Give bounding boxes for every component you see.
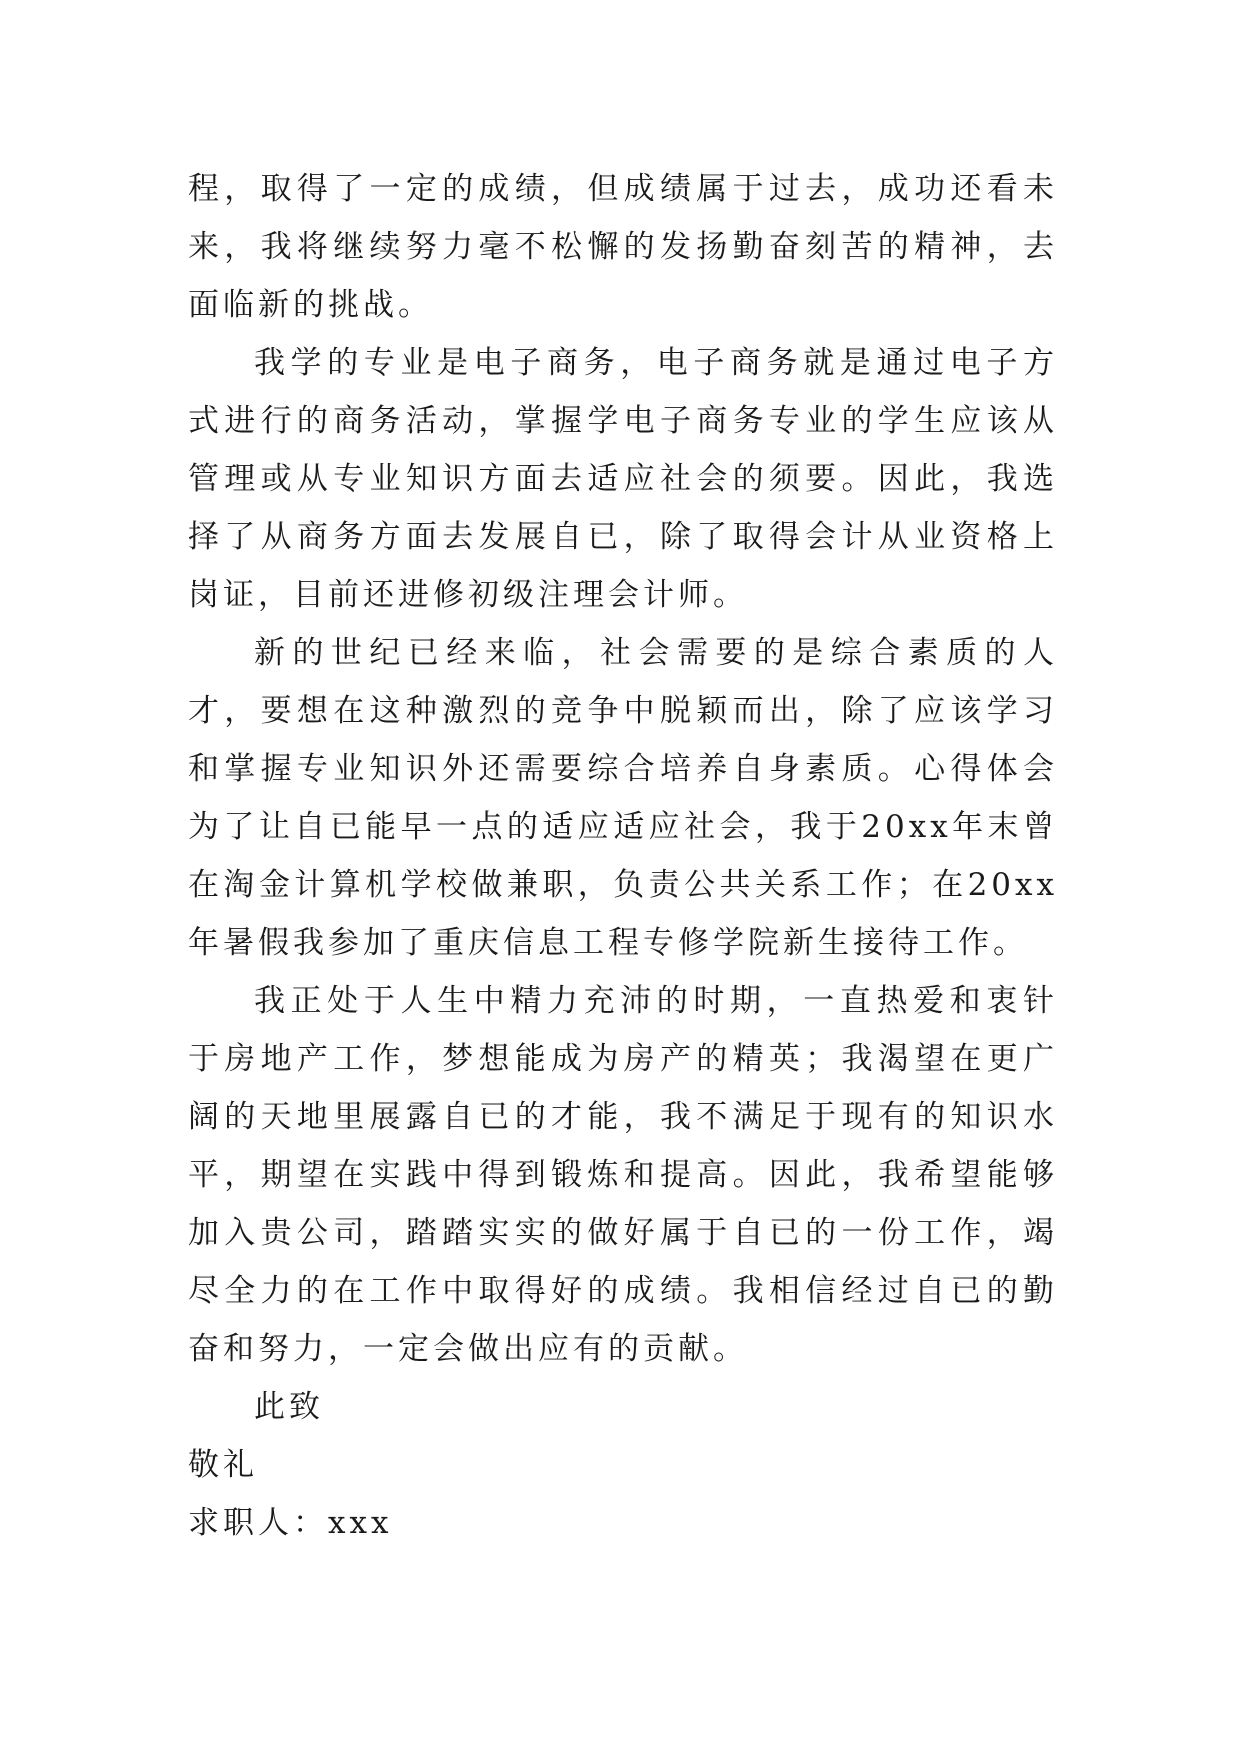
paragraph-experience: 新的世纪已经来临，社会需要的是综合素质的人才，要想在这种激烈的竞争中脱颖而出，除了应该学习和掌握专业知识外还需要综合培养自身素质。心得体会为了让自已能早一点的适应适应社会，我于20xx年末曾在淘金计算机学校做兼职，负责公共关系工作；在20xx年暑假我参加了重庆信息工程专修学院新生接待工作。	[188, 635, 1058, 961]
closing-phrase: 此致	[254, 1389, 324, 1425]
letter-body	[188, 160, 1058, 1552]
paragraph-major: 我学的专业是电子商务，电子商务就是通过电子方式进行的商务活动，掌握学电子商务专业的学生应该从管理或从专业知识方面去适应社会的须要。因此，我选择了从商务方面去发展自已，除了取得会计从业资格上岗证，目前还进修初级注理会计师。	[188, 345, 1058, 613]
paragraph-continuation: 程，取得了一定的成绩，但成绩属于过去，成功还看未来，我将继续努力毫不松懈的发扬勤奋刻苦的精神，去面临新的挑战。	[188, 171, 1058, 323]
signature: 求职人：xxx	[188, 1505, 393, 1541]
paragraph-aspiration: 我正处于人生中精力充沛的时期，一直热爱和衷针于房地产工作，梦想能成为房产的精英；我渴望在更广阔的天地里展露自已的才能，我不满足于现有的知识水平，期望在实践中得到锻炼和提高。因此，我希望能够加入贵公司，踏踏实实的做好属于自已的一份工作，竭尽全力的在工作中取得好的成绩。我相信经过自已的勤奋和努力，一定会做出应有的贡献。	[188, 983, 1058, 1367]
salutation: 敬礼	[188, 1447, 258, 1483]
